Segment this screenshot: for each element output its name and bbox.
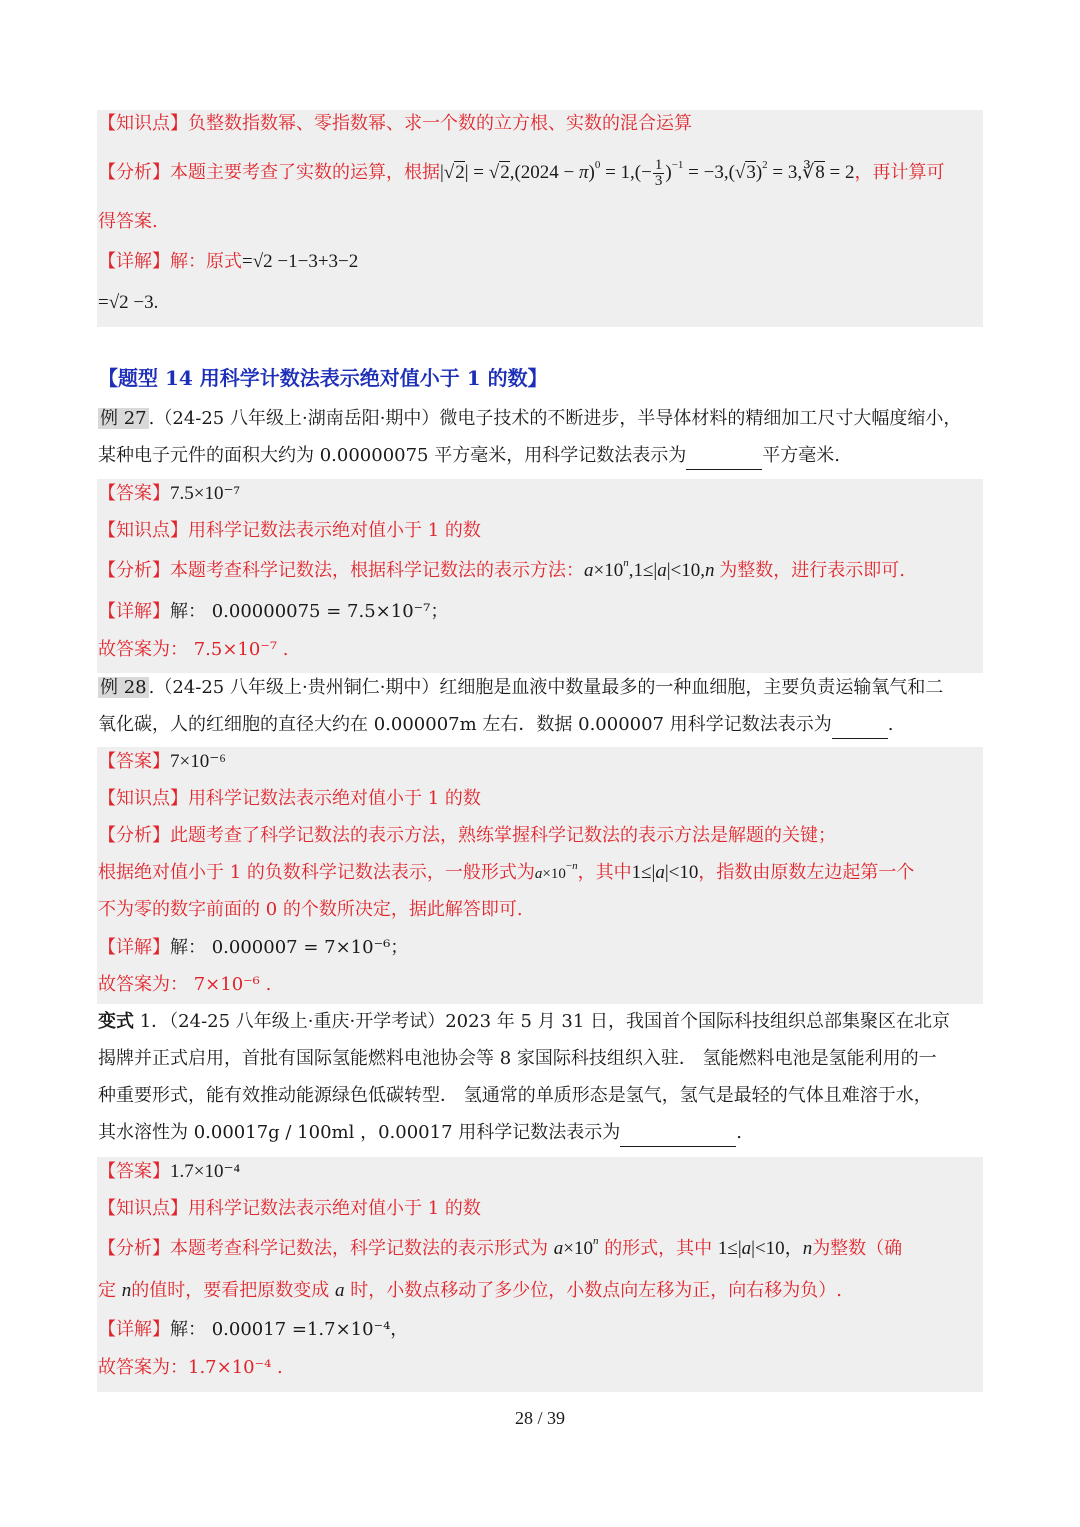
conclusion-line: 故答案为：1.7×10⁻⁴ . (98, 1357, 283, 1378)
example-27-line-2: 某种电子元件的面积大约为 0.00000075 平方毫米，用科学记数法表示为 平方毫米. (98, 443, 983, 470)
conclusion-line: 故答案为： 7.5×10⁻⁷ . (98, 639, 289, 660)
variant-1-line-3: 种重要形式，能有效推动能源绿色低碳转型． 氢通常的单质形态是氢气，氢气是最轻的气体且难溶于水， (98, 1085, 932, 1106)
example-28-label: 例 28 (100, 677, 147, 698)
analysis-line: 【分析】本题考查科学记数法，根据科学记数法的表示方法：$a\times 10^n,1\le|a|<10,n$ 为整数，进行表示即可. (98, 556, 905, 581)
section-heading: 【题型 14 用科学计数法表示绝对值小于 1 的数】 (98, 366, 548, 390)
detail-line: 【详解】解：原式=√2 −1−3+3−2 (98, 251, 359, 272)
analysis-formula: $|√2| = √2,(2024 - \pi)^0 = 1,(-$ $\frac{1}{3}$ )$^{-1} = -3,(√3)^2$ = 3,∛8 = 2 (440, 157, 855, 189)
knowledge-point-line: 【知识点】用科学记数法表示绝对值小于 1 的数 (98, 788, 481, 809)
answer-blank (686, 443, 762, 470)
example-27-line-1: 例 27 .（24-25 八年级上·湖南岳阳·期中）微电子技术的不断进步，半导体材料的精细加工尺寸大幅度缩小， (100, 408, 962, 429)
analysis-line-3: 不为零的数字前面的 0 的个数所决定，据此解答即可. (98, 899, 523, 920)
answer-blank (620, 1120, 736, 1147)
analysis-line: 【分析】此题考查了科学记数法的表示方法，熟练掌握科学记数法的表示方法是解题的关键； (98, 825, 836, 846)
variant-1-label: 变式 (98, 1011, 134, 1032)
analysis-formula: $a\times 10^n,1\le|a|<10,n$ (584, 556, 715, 581)
analysis-line-2: 定 n的值时，要看把原数变成 a 时，小数点移动了多少位，小数点向左移为正，向右移为负）. (98, 1280, 842, 1301)
knowledge-point-line: 【知识点】负整数指数幂、零指数幂、求一个数的立方根、实数的混合运算 (98, 113, 692, 134)
answer-blank (832, 712, 888, 739)
knowledge-point-line: 【知识点】用科学记数法表示绝对值小于 1 的数 (98, 520, 481, 541)
detail-line: 【详解】解： 0.00000075 = 7.5×10⁻⁷； (98, 601, 449, 622)
variant-1-line-1: 变式 1．（24-25 八年级上·重庆·开学考试）2023 年 5 月 31 日，我国首个国际科技组织总部集聚区在北京 (98, 1011, 950, 1032)
example-27-label: 例 27 (100, 408, 147, 429)
variant-1-line-2: 揭牌并正式启用，首批有国际氢能燃料电池协会等 8 家国际科技组织入驻． 氢能燃料电池是氢能利用的一 (98, 1048, 937, 1069)
answer-line: 【答案】1.7×10⁻⁴ (98, 1161, 241, 1182)
analysis-line: 【分析】本题考查科学记数法，科学记数法的表示形式为 $a\times 10^n$ 的形式，其中 1≤|a|<10，n为整数（确 (98, 1234, 903, 1259)
analysis-line-2: 根据绝对值小于 1 的负数科学记数法表示，一般形式为$a\times 10^{-n}$，其中1≤|a|<10，指数由原数左边起第一个 (98, 860, 915, 883)
example-28-line-2: 氧化碳，人的红细胞的直径大约在 0.000007m 左右．数据 0.000007 用科学记数法表示为 . (98, 712, 983, 739)
answer-line: 【答案】7×10⁻⁶ (98, 751, 226, 772)
analysis-line-2: 得答案. (98, 211, 158, 232)
example-28-line-1: 例 28 .（24-25 八年级上·贵州铜仁·期中）红细胞是血液中数量最多的一种血细胞，主要负责运输氧气和二 (100, 677, 944, 698)
detail-line: 【详解】解： 0.000007 = 7×10⁻⁶； (98, 937, 409, 958)
knowledge-point-line: 【知识点】用科学记数法表示绝对值小于 1 的数 (98, 1198, 481, 1219)
detail-line: 【详解】解： 0.00017 =1.7×10⁻⁴， (98, 1319, 409, 1340)
variant-1-line-4: 其水溶性为 0.00017g / 100ml ，0.00017 用科学记数法表示为 . (98, 1120, 983, 1147)
answer-line: 【答案】7.5×10⁻⁷ (98, 483, 241, 504)
page-number: 28 / 39 (514, 1408, 565, 1428)
conclusion-line: 故答案为： 7×10⁻⁶ . (98, 974, 272, 995)
result-line: =√2 −3. (98, 292, 159, 313)
analysis-line: 【分析】本题主要考查了实数的运算，根据$|√2| = √2,(2024 - \pi)^0 = 1,(-$ $\frac{1}{3}$ )$^{-1} = -3,(√3)^2$ = 3,∛8 = 2，再计算可 (98, 157, 945, 189)
